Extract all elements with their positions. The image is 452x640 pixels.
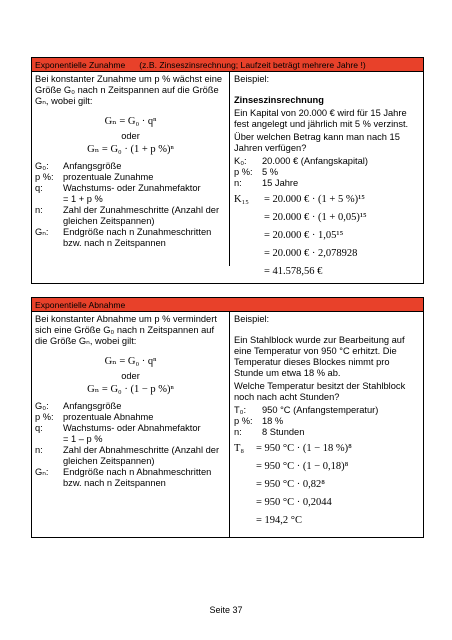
formula-p: Gₙ = G₀ · (1 − p %)ⁿ — [87, 384, 174, 395]
oder-text: oder — [121, 131, 140, 141]
formula-q: Gₙ = G₀ · qⁿ — [104, 356, 157, 367]
given-symbol: n: — [234, 427, 242, 437]
variable-symbol: n: — [35, 445, 43, 455]
variable-desc: Endgröße nach n Zunahmeschritten bzw. nach n Zeitspannen — [63, 227, 212, 248]
variable-desc: Wachstums- oder Abnahmefaktor — [63, 423, 201, 433]
variable-desc: Endgröße nach n Abnahmeschritten bzw. nach n Zeitspannen — [63, 467, 212, 488]
variable-symbol: G₀: — [35, 161, 49, 171]
given-value: 5 % — [262, 167, 279, 177]
given-value: 8 Stunden — [262, 427, 305, 437]
calc-result: = 41.578,56 € — [264, 266, 323, 277]
variable-row — [35, 161, 226, 172]
variable-desc: Anfangsgröße — [63, 161, 122, 171]
variable-row — [35, 183, 226, 194]
section-header-note: (z.B. Zinseszinsrechnung; Laufzeit beträgt mehrere Jahre !) — [139, 60, 366, 70]
given-value: 20.000 € (Anfangskapital) — [262, 156, 368, 166]
given-row — [234, 167, 419, 178]
given-row — [234, 156, 419, 167]
definition-column — [32, 312, 230, 537]
intro-text: Bei konstanter Zunahme um p % wächst eine Größe G₀ nach n Zeitspannen auf die Größe Gₙ, wobei gilt: — [35, 74, 223, 106]
variable-desc: Zahl der Abnahmeschritte (Anzahl der gleichen Zeitspannen) — [63, 445, 220, 466]
variable-desc: prozentuale Abnahme — [63, 412, 154, 422]
variable-desc: Wachstums- oder Zunahmefaktor — [63, 183, 201, 193]
variable-row — [35, 423, 226, 434]
intro-text: Bei konstanter Abnahme um p % vermindert sich eine Größe G₀ nach n Zeitspannen auf die Größe Gₙ, wobei gilt: — [35, 314, 217, 346]
variable-symbol: p %: — [35, 172, 54, 182]
given-symbol: T₀: — [234, 405, 247, 415]
example-text: Ein Stahlblock wurde zur Bearbeitung auf eine Temperatur von 950 °C erhitzt. Die Temperatur dieses Blockes nimmt pro Stunde um etwa 18 % ab. — [234, 335, 405, 378]
variable-list — [35, 401, 226, 489]
calc-line: = 20.000 € · (1 + 0,05)¹⁵ — [264, 212, 367, 223]
variable-row — [35, 172, 226, 183]
calc-lhs: K₁₅ — [234, 194, 249, 205]
variable-row — [35, 412, 226, 423]
variable-desc: = 1 – p % — [63, 434, 103, 444]
section-title: Exponentielle Zunahme — [35, 60, 126, 70]
calc-line: = 950 °C · 0,2044 — [256, 497, 332, 508]
given-value: 950 °C (Anfangstemperatur) — [262, 405, 379, 415]
calc-line: = 20.000 € · 2,078928 — [264, 248, 358, 259]
section-exponential-decay — [31, 297, 424, 538]
section-exponential-growth — [31, 57, 424, 284]
calc-line: = 950 °C · (1 − 0,18)⁸ — [256, 461, 349, 472]
variable-row — [35, 434, 226, 445]
given-value: 18 % — [262, 416, 284, 426]
formula-p: Gₙ = G₀ · (1 + p %)ⁿ — [87, 144, 174, 155]
page-number: Seite 37 — [209, 605, 243, 615]
example-column — [230, 312, 423, 537]
variable-symbol: Gₙ: — [35, 467, 49, 477]
calc-line — [234, 191, 419, 209]
variable-row — [35, 227, 226, 249]
example-label: Beispiel: — [234, 314, 270, 324]
given-list — [234, 156, 419, 189]
variable-symbol: n: — [35, 205, 43, 215]
given-row — [234, 427, 419, 438]
variable-list — [35, 161, 226, 249]
calc-line: = 20.000 € · 1,05¹⁵ — [264, 230, 344, 241]
variable-symbol: G₀: — [35, 401, 49, 411]
given-symbol: p %: — [234, 167, 253, 177]
variable-desc: = 1 + p % — [63, 194, 103, 204]
given-symbol: K₀: — [234, 156, 247, 166]
calc-result: = 194,2 °C — [256, 515, 302, 526]
variable-desc: Anfangsgröße — [63, 401, 122, 411]
variable-row — [35, 445, 226, 467]
given-symbol: p %: — [234, 416, 253, 426]
given-row — [234, 405, 419, 416]
variable-symbol: p %: — [35, 412, 54, 422]
example-question: Welche Temperatur besitzt der Stahlblock noch nach acht Stunden? — [234, 381, 406, 402]
calculation — [234, 191, 419, 281]
variable-row — [35, 467, 226, 489]
example-label: Beispiel: — [234, 74, 270, 84]
definition-column — [32, 72, 230, 266]
section-header — [32, 298, 423, 312]
variable-symbol: q: — [35, 183, 43, 193]
calc-line: = 950 °C · 0,82⁸ — [256, 479, 325, 490]
calculation — [234, 440, 419, 530]
variable-desc: prozentuale Zunahme — [63, 172, 154, 182]
variable-row — [35, 205, 226, 227]
calc-lhs: T₈ — [234, 443, 245, 454]
variable-row — [35, 194, 226, 205]
given-row — [234, 178, 419, 189]
section-body — [32, 312, 423, 537]
given-row — [234, 416, 419, 427]
variable-symbol: q: — [35, 423, 43, 433]
variable-symbol: Gₙ: — [35, 227, 49, 237]
variable-desc: Zahl der Zunahmeschritte (Anzahl der gleichen Zeitspannen) — [63, 205, 220, 226]
variable-symbol — [35, 434, 63, 445]
variable-symbol — [35, 194, 63, 205]
example-text: Ein Kapital von 20.000 € wird für 15 Jahre fest angelegt und jährlich mit 5 % verzinst. — [234, 108, 409, 129]
given-value: 15 Jahre — [262, 178, 299, 188]
given-list — [234, 405, 419, 438]
calc-line — [234, 440, 419, 458]
oder-text: oder — [121, 371, 140, 381]
example-question: Über welchen Betrag kann man nach 15 Jahren verfügen? — [234, 132, 400, 153]
formula-q: Gₙ = G₀ · qⁿ — [104, 116, 157, 127]
section-body — [32, 72, 423, 283]
calc-step: = 20.000 € · (1 + 5 %)¹⁵ — [264, 194, 365, 205]
section-title: Exponentielle Abnahme — [35, 300, 126, 310]
example-column — [230, 72, 423, 283]
example-title: Zinseszinsrechnung — [234, 95, 324, 105]
given-symbol: n: — [234, 178, 242, 188]
variable-row — [35, 401, 226, 412]
section-header — [32, 58, 423, 72]
calc-step: = 950 °C · (1 − 18 %)⁸ — [256, 443, 352, 454]
